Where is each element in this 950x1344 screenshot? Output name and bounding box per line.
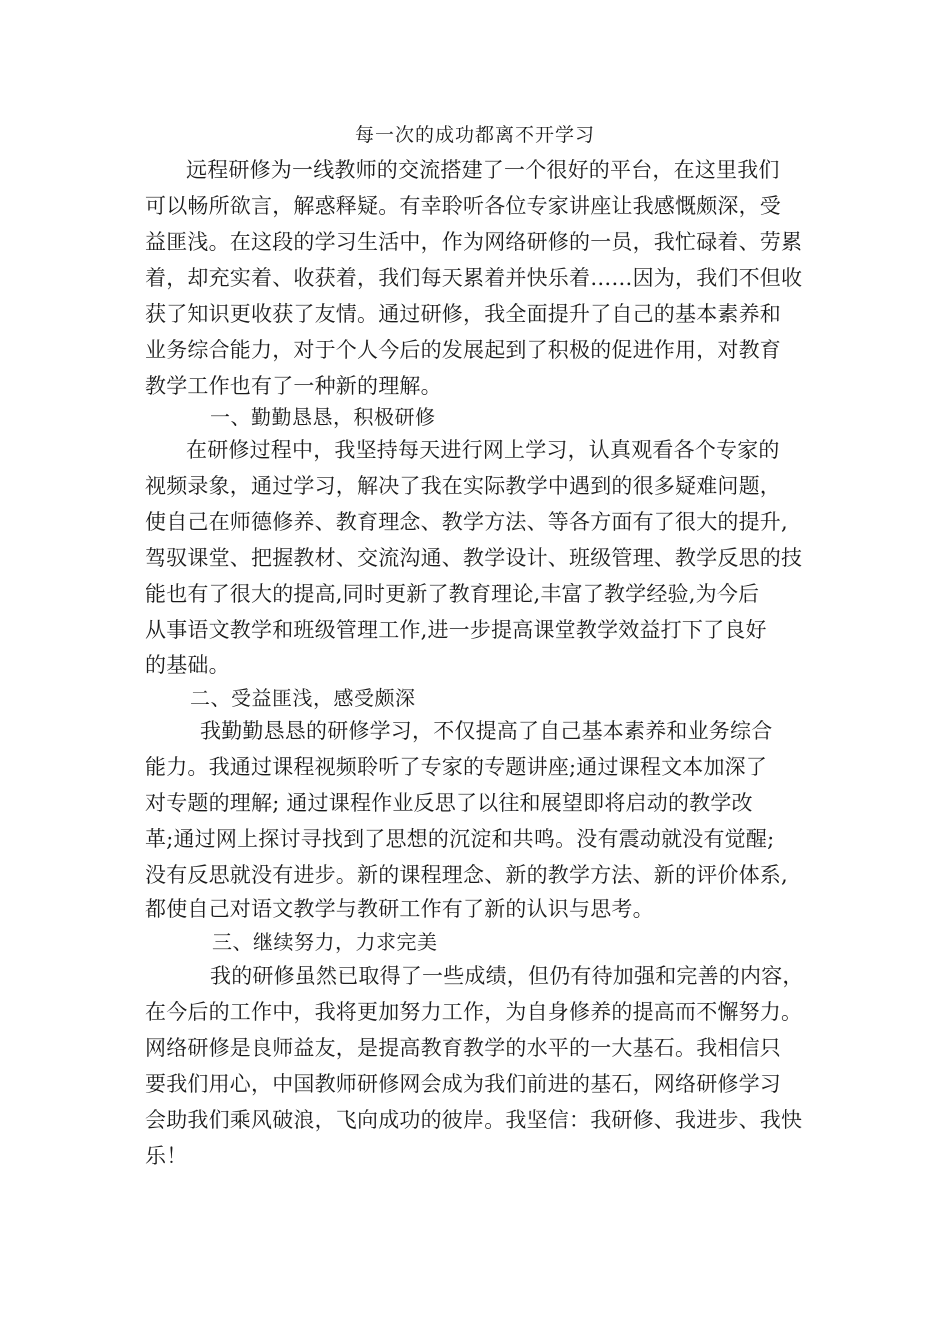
section1-line: 使自己在师德修养、教育理念、教学方法、等各方面有了很大的提升, — [145, 510, 788, 534]
section1-line: 驾驭课堂、把握教材、交流沟通、教学设计、班级管理、教学反思的技 — [145, 546, 803, 570]
page-title: 每一次的成功都离不开学习 — [354, 124, 595, 146]
section-heading-3: 三、继续努力，力求完美 — [212, 930, 438, 954]
section-heading-2: 二、受益匪浅，感受颇深 — [190, 686, 416, 710]
section1-line: 视频录象，通过学习，解决了我在实际教学中遇到的很多疑难问题， — [145, 474, 781, 498]
section3-line: 要我们用心，中国教师研修网会成为我们前进的基石，网络研修学习 — [145, 1072, 781, 1096]
section1-line: 从事语文教学和班级管理工作,进一步提高课堂教学效益打下了良好 — [145, 618, 767, 642]
intro-line: 益匪浅。在这段的学习生活中，作为网络研修的一员，我忙碌着、劳累 — [145, 230, 803, 254]
intro-line: 远程研修为一线教师的交流搭建了一个很好的平台，在这里我们 — [186, 158, 780, 182]
section2-line: 没有反思就没有进步。新的课程理念、新的教学方法、新的评价体系, — [145, 863, 788, 887]
section3-line: 会助我们乘风破浪，飞向成功的彼岸。我坚信：我研修、我进步、我快 — [145, 1108, 803, 1132]
intro-line: 业务综合能力，对于个人今后的发展起到了积极的促进作用，对教育 — [145, 338, 781, 362]
section2-line: 革;通过网上探讨寻找到了思想的沉淀和共鸣。没有震动就没有觉醒; — [145, 827, 775, 851]
section1-line: 能也有了很大的提高,同时更新了教育理论,丰富了教学经验,为今后 — [145, 582, 760, 606]
section2-line: 我勤勤恳恳的研修学习，不仅提高了自己基本素养和业务综合 — [200, 719, 773, 743]
section2-line: 对专题的理解; 通过课程作业反思了以往和展望即将启动的教学改 — [145, 791, 753, 815]
section2-line: 能力。我通过课程视频聆听了专家的专题讲座;通过课程文本加深了 — [145, 755, 768, 779]
section1-line: 的基础。 — [145, 653, 230, 677]
intro-line: 可以畅所欲言，解惑释疑。有幸聆听各位专家讲座让我感慨颇深，受 — [145, 194, 781, 218]
intro-line: 教学工作也有了一种新的理解。 — [145, 374, 442, 398]
section-heading-1: 一、勤勤恳恳，积极研修 — [210, 405, 436, 429]
section3-line: 乐！ — [145, 1144, 188, 1168]
section2-line: 都使自己对语文教学与教研工作有了新的认识与思考。 — [145, 897, 654, 921]
intro-line: 着，却充实着、收获着，我们每天累着并快乐着……因为，我们不但收 — [145, 266, 803, 290]
section3-line: 在今后的工作中，我将更加努力工作，为自身修养的提高而不懈努力。 — [145, 1000, 803, 1024]
section1-line: 在研修过程中，我坚持每天进行网上学习，认真观看各个专家的 — [186, 438, 780, 462]
section3-line: 网络研修是良师益友，是提高教育教学的水平的一大基石。我相信只 — [145, 1036, 781, 1060]
section3-line: 我的研修虽然已取得了一些成绩，但仍有待加强和完善的内容， — [210, 964, 804, 988]
intro-line: 获了知识更收获了友情。通过研修，我全面提升了自己的基本素养和 — [145, 302, 781, 326]
